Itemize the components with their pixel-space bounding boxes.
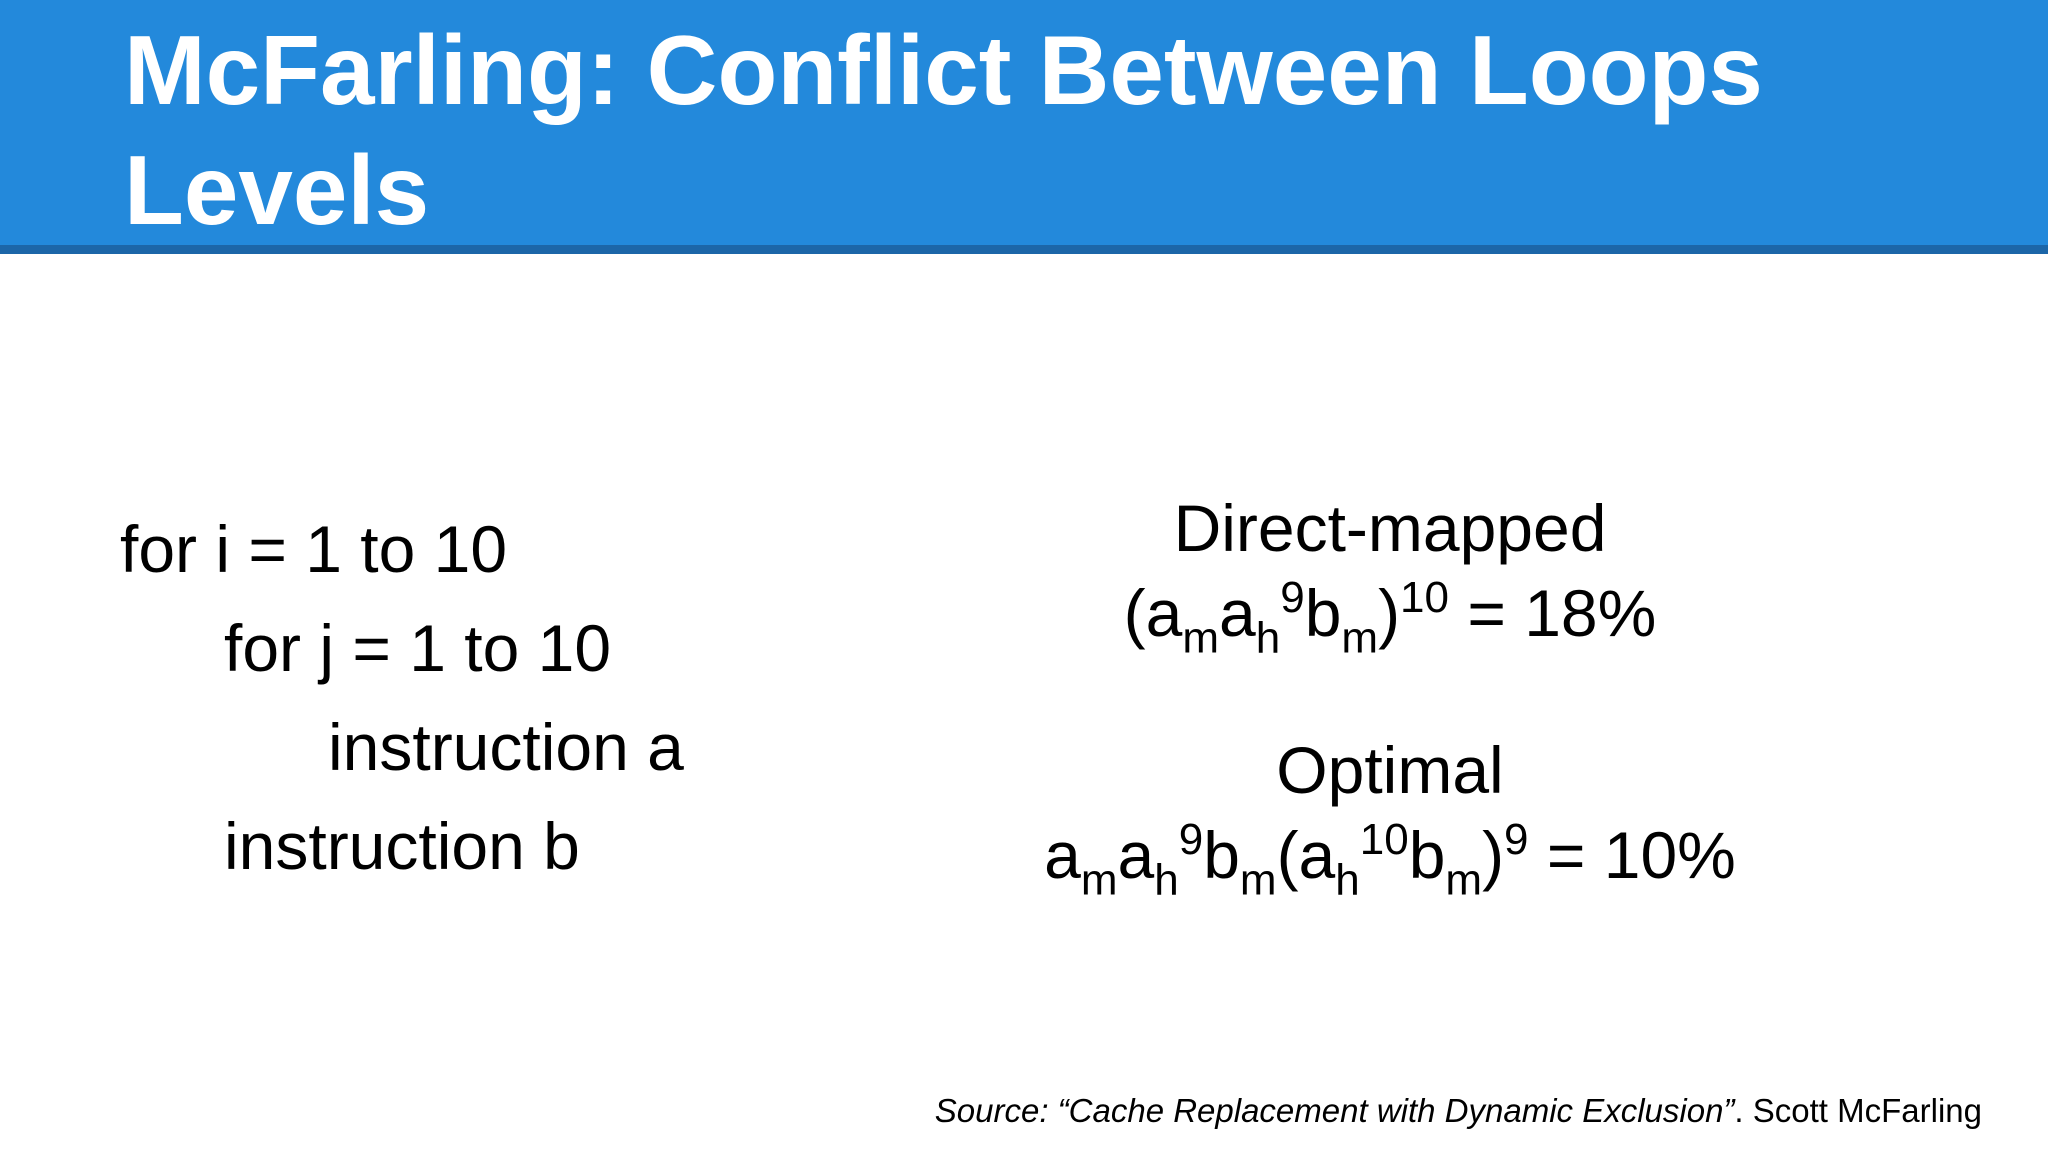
formula-superscript: 9 <box>1280 572 1305 622</box>
formula-subscript: m <box>1080 855 1118 905</box>
formula-subscript: h <box>1154 855 1179 905</box>
formula-part: b <box>1203 818 1240 892</box>
formula-result: = 18% <box>1449 576 1657 650</box>
code-line-instruction-b: instruction b <box>224 809 580 883</box>
formula-subscript: m <box>1239 855 1277 905</box>
slide-title: McFarling: Conflict Between Loops Levels <box>124 15 1763 245</box>
formula-part: b <box>1304 576 1342 650</box>
formula-part: ) <box>1378 576 1401 650</box>
formula-part: a <box>1044 818 1081 892</box>
code-line-outer-loop: for i = 1 to 10 <box>120 512 508 586</box>
formula-subscript: h <box>1255 613 1281 663</box>
title-bar <box>0 0 2048 254</box>
formula-part: b <box>1408 818 1446 892</box>
loop-code-block <box>120 500 684 896</box>
direct-mapped-heading: Direct-mapped <box>1173 491 1607 565</box>
formula-superscript: 10 <box>1400 572 1449 622</box>
formula-part: ) <box>1482 818 1505 892</box>
formula-result: = 10% <box>1528 818 1736 892</box>
formula-superscript: 9 <box>1178 814 1204 864</box>
formula-superscript: 10 <box>1359 814 1409 864</box>
optimal-formula <box>940 810 1840 905</box>
code-line-instruction-a: instruction a <box>328 710 684 784</box>
direct-mapped-result <box>940 488 1840 663</box>
source-citation-title: Source: “Cache Replacement with Dynamic Exclusion” <box>934 1092 1735 1129</box>
formula-subscript: m <box>1341 613 1379 663</box>
formula-part: a <box>1117 818 1155 892</box>
formula-part: a <box>1219 576 1256 650</box>
formula-part: (a <box>1276 818 1336 892</box>
formula-subscript: h <box>1335 855 1360 905</box>
formula-superscript: 9 <box>1504 814 1529 864</box>
formula-subscript: m <box>1445 855 1483 905</box>
source-citation <box>935 1088 1982 1134</box>
optimal-heading: Optimal <box>1276 733 1504 807</box>
formula-part: (a <box>1123 576 1183 650</box>
code-line-inner-loop: for j = 1 to 10 <box>224 611 612 685</box>
optimal-result <box>940 730 1840 905</box>
source-citation-author: . Scott McFarling <box>1734 1092 1982 1129</box>
formula-subscript: m <box>1182 613 1219 663</box>
direct-mapped-formula <box>940 568 1840 663</box>
